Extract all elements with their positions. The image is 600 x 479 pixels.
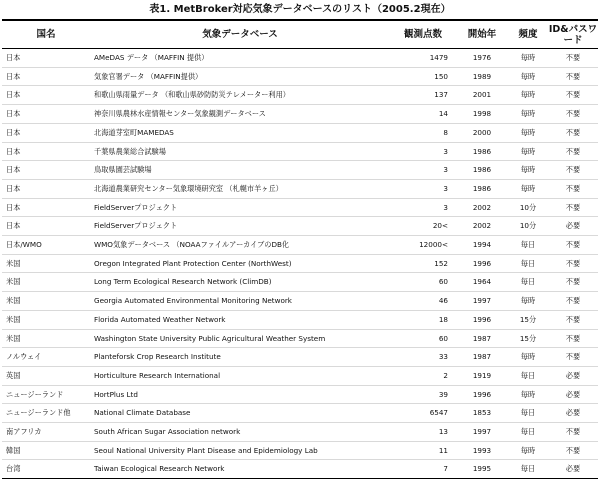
cell-start-year: 2001 <box>472 90 492 100</box>
table-row <box>2 86 598 105</box>
cell-points: 13 <box>438 427 448 437</box>
cell-points: 60 <box>438 277 448 287</box>
cell-country: ノルウェイ <box>6 352 42 362</box>
cell-country: 日本 <box>6 202 21 212</box>
cell-start-year: 1987 <box>472 352 492 362</box>
cell-database: Horticulture Research International <box>94 370 221 380</box>
table-row <box>2 105 598 124</box>
cell-start-year: 1997 <box>472 427 492 437</box>
cell-country: 日本 <box>6 221 21 231</box>
cell-frequency: 毎日 <box>520 240 536 250</box>
cell-start-year: 1994 <box>472 240 492 250</box>
cell-frequency: 毎日 <box>520 427 536 437</box>
cell-start-year: 1998 <box>472 109 492 119</box>
cell-start-year: 1996 <box>472 314 492 324</box>
cell-id-password: 不要 <box>565 71 581 81</box>
cell-start-year: 1853 <box>472 408 492 418</box>
cell-id-password: 必要 <box>565 389 581 399</box>
table-row <box>2 292 598 311</box>
cell-points: 20< <box>432 221 448 231</box>
table-row <box>2 161 598 180</box>
cell-points: 150 <box>434 71 448 81</box>
cell-id-password: 不要 <box>565 352 581 362</box>
cell-database: 鳥取県園芸試験場 <box>94 165 152 175</box>
header-country: 国名 <box>2 20 90 49</box>
cell-id-password: 不要 <box>565 109 581 119</box>
cell-id-password: 不要 <box>565 90 581 100</box>
cell-id-password: 不要 <box>565 127 581 137</box>
cell-id-password: 不要 <box>565 165 581 175</box>
cell-id-password: 不要 <box>565 333 581 343</box>
cell-database: FieldServerプロジェクト <box>94 221 178 231</box>
cell-country: 日本 <box>6 146 21 156</box>
cell-start-year: 1987 <box>472 333 492 343</box>
cell-database: Florida Automated Weather Network <box>94 314 226 324</box>
cell-start-year: 2002 <box>472 221 492 231</box>
cell-database: Oregon Integrated Plant Protection Center (NorthWest) <box>94 258 292 268</box>
table-header <box>2 20 598 49</box>
table-row <box>2 348 598 367</box>
cell-country: 米国 <box>6 333 21 343</box>
cell-id-password: 不要 <box>565 258 581 268</box>
table-row <box>2 329 598 348</box>
table-body <box>2 49 598 479</box>
cell-frequency: 15分 <box>519 314 537 324</box>
table-row <box>2 236 598 255</box>
cell-points: 3 <box>443 202 448 212</box>
cell-frequency: 毎日 <box>520 370 536 380</box>
cell-points: 14 <box>438 109 448 119</box>
table-row <box>2 441 598 460</box>
cell-points: 3 <box>443 183 448 193</box>
table-title: 表1. MetBroker対応気象データベースのリスト（2005.2現在） <box>149 4 451 15</box>
cell-frequency: 毎時 <box>520 146 536 156</box>
cell-database: Taiwan Ecological Research Network <box>94 464 225 474</box>
cell-id-password: 不要 <box>565 296 581 306</box>
cell-points: 12000< <box>419 240 448 250</box>
cell-country: 日本 <box>6 165 21 175</box>
cell-start-year: 1964 <box>472 277 492 287</box>
cell-id-password: 不要 <box>565 314 581 324</box>
table-row <box>2 254 598 273</box>
cell-frequency: 毎時 <box>520 127 536 137</box>
cell-database: Georgia Automated Environmental Monitoring Network <box>94 296 292 306</box>
cell-country: 米国 <box>6 296 21 306</box>
cell-id-password: 必要 <box>565 408 581 418</box>
header-row <box>2 20 598 49</box>
cell-points: 3 <box>443 146 448 156</box>
cell-country: 韓国 <box>6 445 21 455</box>
header-start-year: 開始年 <box>456 20 508 49</box>
cell-database: 千葉県農業総合試験場 <box>94 146 166 156</box>
cell-start-year: 1993 <box>472 445 492 455</box>
table-row <box>2 366 598 385</box>
cell-id-password: 不要 <box>565 427 581 437</box>
cell-database: 神奈川県農林水産情報センター気象観測データベース <box>94 109 266 119</box>
cell-id-password: 不要 <box>565 277 581 287</box>
cell-id-password: 不要 <box>565 240 581 250</box>
cell-id-password: 不要 <box>565 183 581 193</box>
cell-country: 米国 <box>6 314 21 324</box>
cell-database: 北海道芽室町MAMEDAS <box>94 127 174 137</box>
cell-database: 和歌山県雨量データ （和歌山県砂防防災テレメーター利用） <box>94 90 290 100</box>
cell-frequency: 毎日 <box>520 258 536 268</box>
cell-database: Planteforsk Crop Research Institute <box>94 352 221 362</box>
table-row <box>2 385 598 404</box>
cell-country: 日本 <box>6 127 21 137</box>
cell-frequency: 毎時 <box>520 296 536 306</box>
cell-country: 日本 <box>6 71 21 81</box>
table-row <box>2 179 598 198</box>
cell-database: HortPlus Ltd <box>94 389 138 399</box>
cell-id-password: 不要 <box>565 202 581 212</box>
cell-start-year: 1976 <box>472 53 492 62</box>
table-row <box>2 423 598 442</box>
cell-id-password: 必要 <box>565 464 581 474</box>
cell-start-year: 2000 <box>472 127 492 137</box>
cell-id-password: 不要 <box>565 445 581 455</box>
cell-database: AMeDAS データ （MAFFIN 提供） <box>94 53 209 62</box>
cell-database: South African Sugar Association network <box>94 427 241 437</box>
cell-start-year: 1996 <box>472 258 492 268</box>
cell-start-year: 2002 <box>472 202 492 212</box>
cell-frequency: 毎日 <box>520 408 536 418</box>
cell-country: 米国 <box>6 258 21 268</box>
cell-database: Seoul National University Plant Disease and Epidemiology Lab <box>94 445 318 455</box>
table-row <box>2 273 598 292</box>
cell-points: 11 <box>438 445 448 455</box>
cell-frequency: 毎時 <box>520 445 536 455</box>
cell-id-password: 不要 <box>565 53 581 62</box>
header-database: 気象データベース <box>90 20 390 49</box>
cell-database: FieldServerプロジェクト <box>94 202 178 212</box>
header-frequency: 頻度 <box>508 20 548 49</box>
cell-database: 北海道農業研究センター気象環境研究室 （札幌市羊ヶ丘） <box>94 183 283 193</box>
cell-country: 英国 <box>6 370 21 380</box>
cell-points: 8 <box>443 127 448 137</box>
cell-frequency: 毎時 <box>520 71 536 81</box>
cell-frequency: 毎時 <box>520 53 536 62</box>
cell-start-year: 1919 <box>472 370 492 380</box>
header-id-password: ID&パスワード <box>548 20 598 49</box>
table-row <box>2 310 598 329</box>
cell-frequency: 毎時 <box>520 389 536 399</box>
cell-country: ニュージーランド <box>6 389 64 399</box>
cell-frequency: 毎日 <box>520 277 536 287</box>
cell-country: 日本 <box>6 53 21 62</box>
cell-country: 日本/WMO <box>6 240 42 250</box>
header-points: 観測点数 <box>390 20 456 49</box>
cell-database: 気象官署データ （MAFFIN提供） <box>94 71 203 81</box>
cell-country: 米国 <box>6 277 21 287</box>
cell-start-year: 1997 <box>472 296 492 306</box>
cell-points: 60 <box>438 333 448 343</box>
table-row <box>2 67 598 86</box>
cell-start-year: 1986 <box>472 165 492 175</box>
cell-points: 46 <box>438 296 448 306</box>
cell-points: 137 <box>434 90 448 100</box>
cell-database: Long Term Ecological Research Network (ClimDB) <box>94 277 272 287</box>
cell-points: 2 <box>443 370 448 380</box>
cell-points: 18 <box>438 314 448 324</box>
cell-start-year: 1986 <box>472 146 492 156</box>
cell-country: 日本 <box>6 183 21 193</box>
table-row <box>2 123 598 142</box>
cell-database: WMO気象データベース （NOAAファイルアーカイブのDB化 <box>94 240 290 250</box>
table-row <box>2 198 598 217</box>
cell-points: 6547 <box>429 408 448 418</box>
table-row <box>2 404 598 423</box>
cell-frequency: 毎日 <box>520 464 536 474</box>
cell-frequency: 毎時 <box>520 183 536 193</box>
cell-frequency: 毎時 <box>520 165 536 175</box>
cell-frequency: 毎時 <box>520 352 536 362</box>
cell-country: 日本 <box>6 90 21 100</box>
database-table <box>2 19 598 479</box>
cell-points: 39 <box>438 389 448 399</box>
cell-points: 33 <box>438 352 448 362</box>
cell-country: ニュージーランド他 <box>6 408 71 418</box>
cell-frequency: 10分 <box>519 202 537 212</box>
cell-start-year: 1986 <box>472 183 492 193</box>
cell-database: National Climate Database <box>94 408 191 418</box>
cell-frequency: 10分 <box>519 221 537 231</box>
cell-id-password: 必要 <box>565 221 581 231</box>
cell-frequency: 毎時 <box>520 109 536 119</box>
cell-start-year: 1996 <box>472 389 492 399</box>
cell-points: 1479 <box>429 53 448 62</box>
cell-database: Washington State University Public Agricultural Weather System <box>94 333 326 343</box>
cell-start-year: 1995 <box>472 464 492 474</box>
cell-start-year: 1989 <box>472 71 492 81</box>
cell-id-password: 必要 <box>565 370 581 380</box>
cell-frequency: 15分 <box>519 333 537 343</box>
cell-frequency: 毎時 <box>520 90 536 100</box>
cell-country: 日本 <box>6 109 21 119</box>
cell-points: 152 <box>434 258 448 268</box>
table-row <box>2 49 598 68</box>
cell-country: 南アフリカ <box>6 427 42 437</box>
table-row <box>2 142 598 161</box>
cell-country: 台湾 <box>6 464 21 474</box>
cell-points: 3 <box>443 165 448 175</box>
cell-id-password: 不要 <box>565 146 581 156</box>
table-row <box>2 217 598 236</box>
table-row <box>2 460 598 479</box>
cell-points: 7 <box>443 464 448 474</box>
